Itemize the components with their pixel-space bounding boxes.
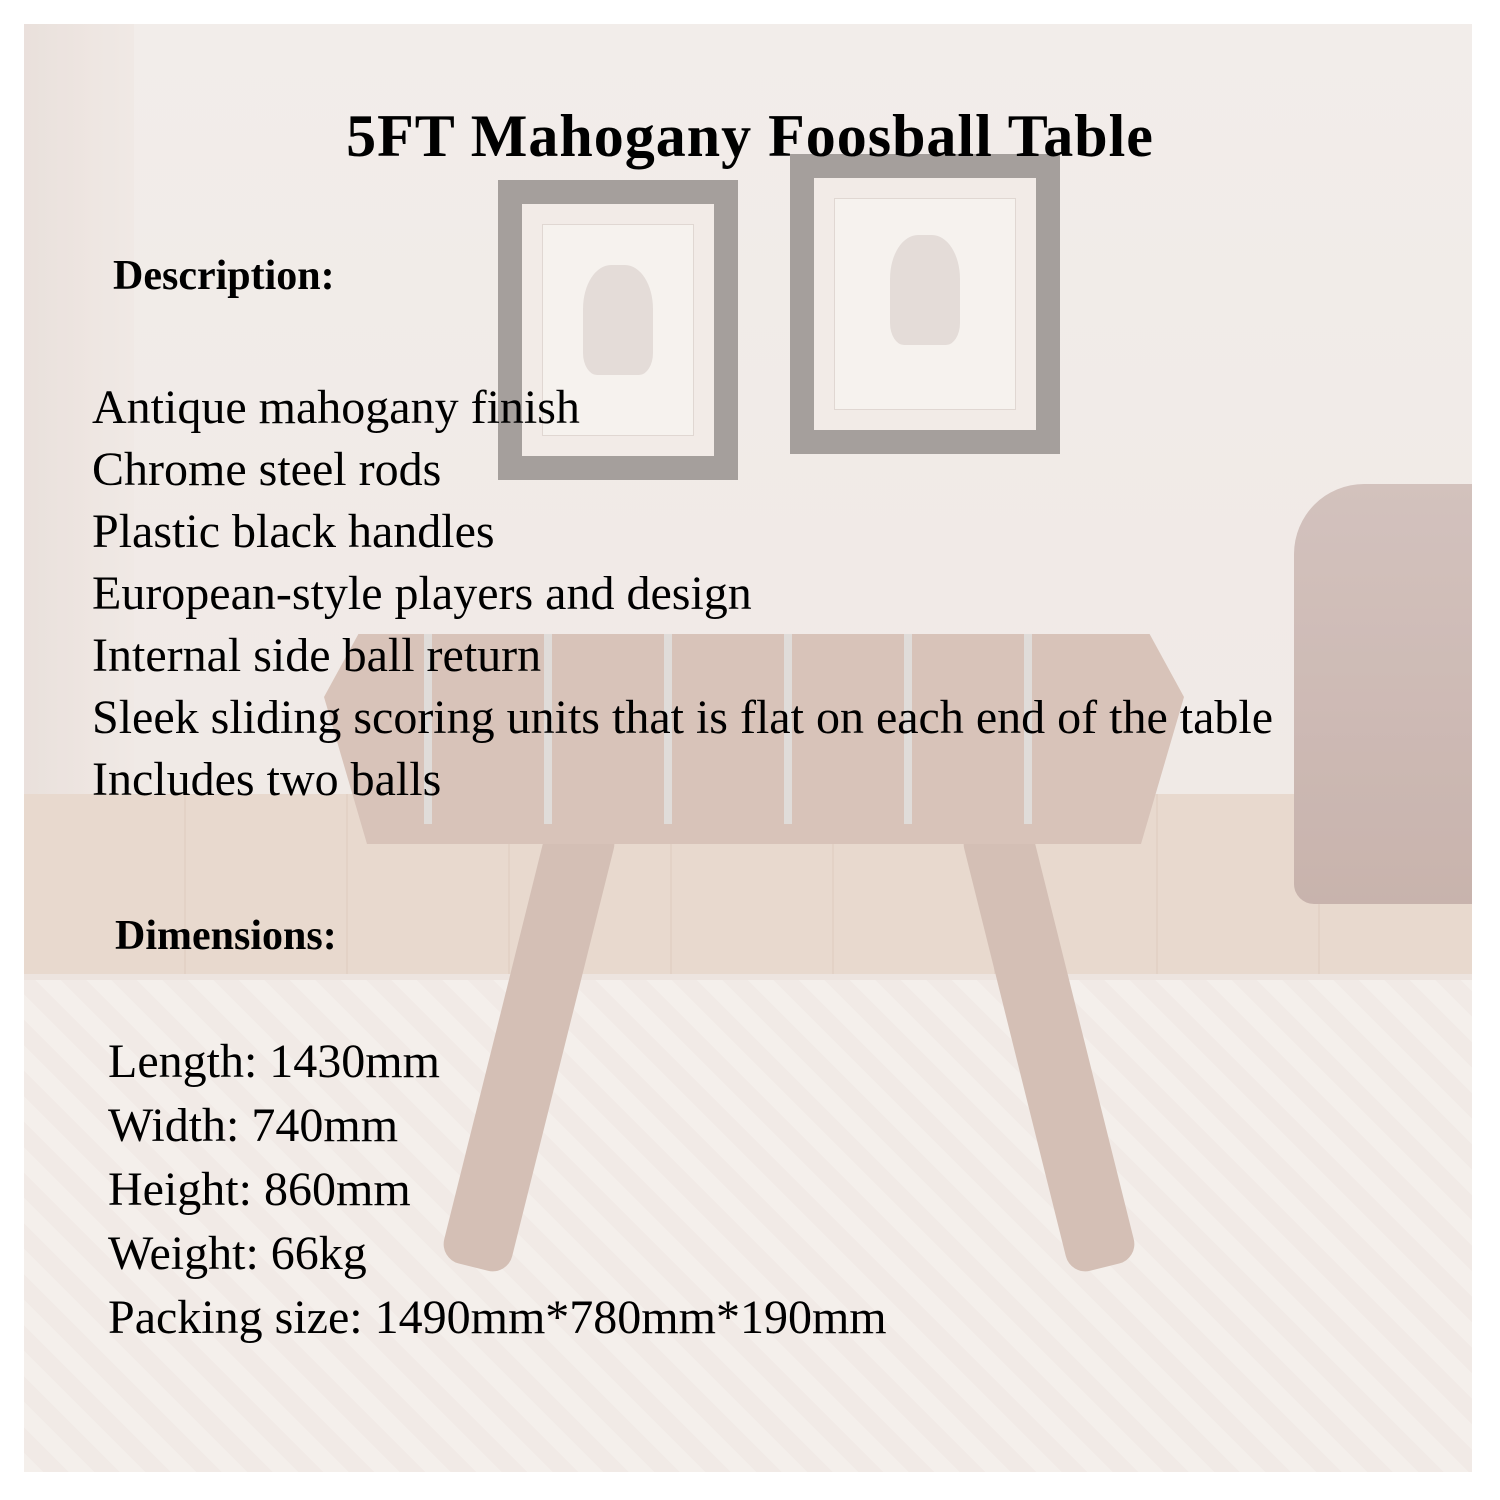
page-title: 5FT Mahogany Foosball Table — [346, 103, 1154, 169]
list-item: Chrome steel rods — [92, 443, 442, 496]
list-item: Height: 860mm — [108, 1163, 411, 1216]
list-item: Width: 740mm — [108, 1099, 399, 1152]
list-item: Length: 1430mm — [108, 1035, 440, 1088]
list-item: European-style players and design — [92, 567, 752, 620]
description-heading: Description: — [113, 253, 335, 299]
dimensions-heading: Dimensions: — [115, 913, 337, 959]
description-list — [92, 377, 1273, 811]
dimensions-list — [108, 1030, 887, 1350]
list-item: Weight: 66kg — [108, 1227, 367, 1280]
list-item: Internal side ball return — [92, 629, 542, 682]
list-item: Packing size: 1490mm*780mm*190mm — [108, 1291, 887, 1344]
list-item: Plastic black handles — [92, 505, 495, 558]
list-item: Includes two balls — [92, 753, 442, 806]
list-item: Sleek sliding scoring units that is flat on each end of the table — [92, 691, 1274, 744]
list-item: Antique mahogany finish — [92, 381, 580, 434]
